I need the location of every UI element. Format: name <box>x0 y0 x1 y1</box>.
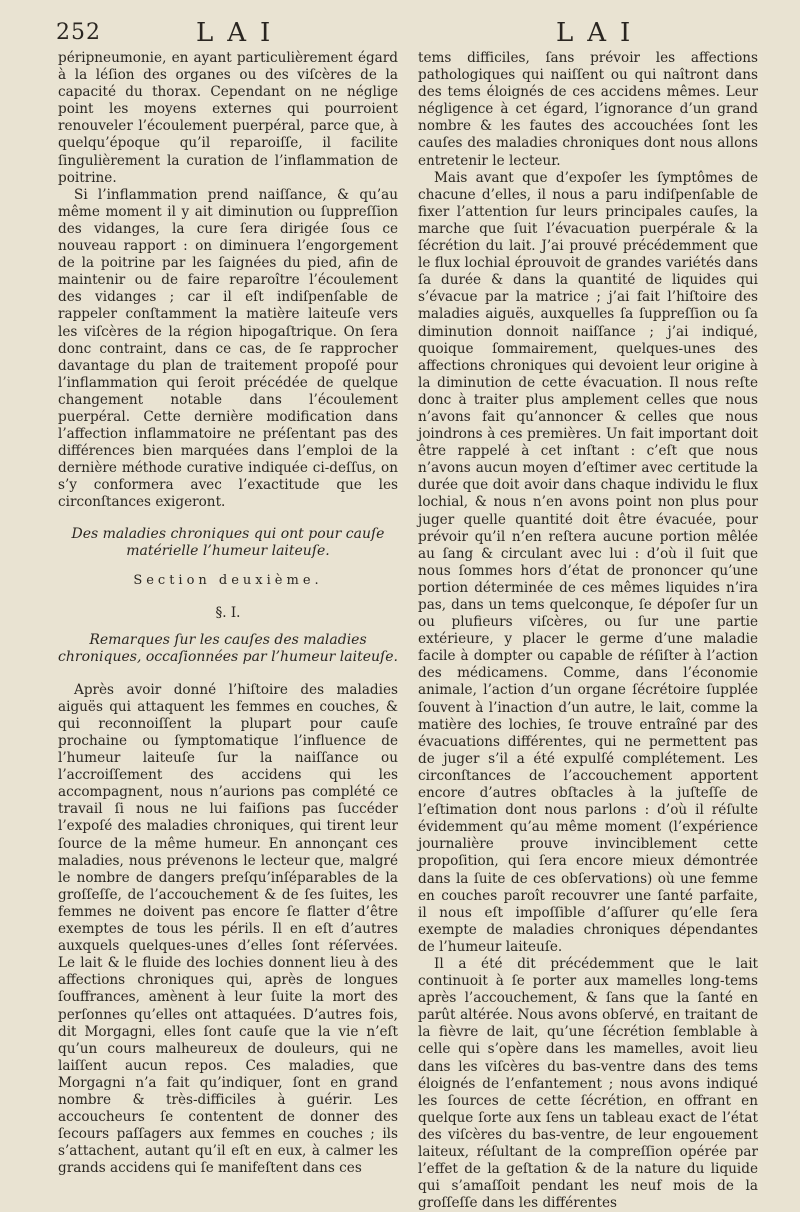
chapter-title: Des maladies chroniques qui ont pour cauſe matérielle l’humeur laiteuſe. <box>71 525 385 559</box>
left-paragraph-3: Après avoir donné l’hiſtoire des maladies aiguës qui attaquent les femmes en couches, & qui reconnoiſſent la plupart pour cauſe prochaine ou ſymptomatique l’influence de l’humeur laiteuſe ſur la naiſſance ou l’accroiſſement des accidens qui les accompagnent, nous n’aurions pas complété ce travail ſi nous ne lui faiſions pas ſuccéder l’expoſé des maladies chroniques, qui tirent leur ſource de la même humeur. En annonçant ces maladies, nous prévenons le lecteur que, malgré le nombre de dangers preſqu’inſéparables de la groſſeſſe, de l’accouchement & de ſes ſuites, les femmes ne doivent pas encore ſe flatter d’être exemptes de tous les périls. Il en eſt d’autres auxquels quelques-unes d’elles ſont réſervées. Le lait & le fluide des lochies donnent lieu à des affections chroniques qui, après de longues ſouffrances, amènent à leur ſuite la mort des perſonnes qu’elles ont attaquées. D’autres fois, dit Morgagni, elles ſont cauſe que la vie n’eſt qu’un cours malheureux de douleurs, qui ne laiſſent aucun repos. Ces maladies, que Morgagni n’a fait qu’indiquer, ſont en grand nombre & très-difficiles à guérir. Les accoucheurs ſe contentent de donner des ſecours paſſagers aux femmes en couches ; ils s’attachent, autant qu’il eſt en eux, à calmer les grands accidens qui ſe manifeſtent dans ces <box>58 681 398 1177</box>
section-heading: Section deuxième. <box>133 572 323 588</box>
left-column <box>58 50 398 1177</box>
right-paragraph-2: Mais avant que d’expoſer les ſymptômes de chacune d’elles, il nous a paru indiſpenſable de fixer l’attention ſur leurs principales cauſes, la marche que ſuit l’évacuation puerpérale & la ſécrétion du lait. J’ai prouvé précédemment que le flux lochial éprouvoit de grandes variétés dans ſa durée & dans la quantité de liquides qui s’évacue par la matrice ; j’ai fait l’hiſtoire des maladies aiguës, auxquelles ſa ſuppreſſion ou ſa diminution donnoit naiſſance ; j’ai indiqué, quoique ſommairement, quelques-unes des affections chroniques qui devoient leur origine à la diminution de cette évacuation. Il nous reſte donc à traiter plus amplement celles que nous n’avons fait qu’annoncer & celles que nous joindrons à ces premières. Un fait important doit être rappelé à cet inſtant : c’eſt que nous n’avons aucun moyen d’eſtimer avec certitude la durée que doit avoir dans chaque individu le flux lochial, & nous n’en avons point non plus pour juger quelle quantité doit être évacuée, pour prévoir qu’il n’en reſtera aucune portion mêlée au ſang & circulant avec lui : d’où il ſuit que nous ſommes hors d’état de prononcer qu’une portion déterminée de ces mêmes liquides n’ira pas, dans un tems quelconque, ſe dépoſer ſur un ou plufieurs viſcères, ou ſur une partie extérieure, y placer le germe d’une maladie facile à dompter ou capable de réſiſter à l’action des médicamens. Comme, dans l’économie animale, l’action d’un organe ſécrétoire ſupplée ſouvent à l’inaction d’un autre, le lait, comme la matière des lochies, ſe trouve entraîné par des évacuations différentes, qui ne permettent pas de juger s’il a été expulſé complétement. Les circonſtances de l’accouchement apportent encore d’autres obſtacles à la juſteſſe de l’eſtimation dont nous parlons : d’où il réſulte évidemment qu’au même moment (l’expérience journalière prouve invinciblement cette propoſition, qui ſera encore mieux démontrée dans la ſuite de ces obſervations) où une femme en couches paroît recouvrer une ſanté parfaite, il nous eſt impoſſible d’aſſurer qu’elle ſera exempte de maladies chroniques dépendantes de l’humeur laiteuſe. <box>418 169 758 955</box>
remarks-title: Remarques ſur les cauſes des maladies chroniques, occaſionnées par l’humeur laiteuſe. <box>58 631 398 665</box>
right-paragraph-1: tems difficiles, ſans prévoir les affections pathologiques qui naiſſent ou qui naîtront dans des tems éloignés de ces accidens mêmes. Leur négligence à cet égard, l’ignorance d’un grand nombre & les fautes des accouchées ſont les cauſes des maladies chroniques dont nous allons entretenir le lecteur. <box>418 50 758 169</box>
running-head-left: LAI <box>196 18 285 48</box>
left-paragraph-2: Si l’inflammation prend naiſſance, & qu’au même moment il y ait diminution ou ſuppreſſion des vidanges, la cure ſera dirigée ſous ce nouveau rapport : on diminuera l’engorgement de la poitrine par les ſaignées du pied, afin de maintenir ou de faire reparoître l’écoulement des vidanges ; car il eſt indiſpenſable de rappeler conſtamment la matière laiteuſe vers les viſcères de la région hipogaſtrique. On ſera donc contraint, dans ce cas, de ſe rapprocher davantage du plan de traitement propoſé pour l’inflammation qui ſeroit précédée de quelque changement notable dans l’écoulement puerpéral. Cette dernière modification dans l’affection inflammatoire ne préſentant pas des différences bien marquées dans l’emploi de la dernière méthode curative indiquée ci-deſſus, on s’y conformera avec l’exactitude que les circonſtances exigeront. <box>58 186 398 511</box>
running-head-right: LAI <box>556 18 645 48</box>
page-number: 252 <box>56 20 101 45</box>
page-header <box>0 14 800 50</box>
paragraph-number: §. I. <box>215 604 241 621</box>
right-paragraph-3: Il a été dit précédemment que le lait continuoit à ſe porter aux mamelles long-tems après l’accouchement, & ſans que la ſanté en parût altérée. Nous avons obſervé, en traitant de la fièvre de lait, qu’une ſécrétion ſemblable à celle qui s’opère dans les mamelles, avoit lieu dans les viſcères du bas-ventre dans des tems éloignés de l’enfantement ; nous avons indiqué les ſources de cette ſécrétion, en offrant en quelque ſorte aux ſens un tableau exact de l’état des viſcères du bas-ventre, de leur engouement laiteux, réſultant de la compreſſion opérée par l’effet de la geſtation & de la nature du liquide qui s’amaſſoit pendant les neuf mois de la groſſeſſe dans les différentes <box>418 955 758 1212</box>
right-column <box>418 50 758 1212</box>
left-paragraph-1: péripneumonie, en ayant particulièrement égard à la léſion des organes ou des viſcères de la capacité du thorax. Cependant on ne néglige point les moyens externes qui pourroient renouveler l’écoulement puerpéral, parce que, à quelqu’époque qu’il reparoiſſe, il facilite ſingulièrement la curation de l’inflammation de poitrine. <box>58 50 398 186</box>
